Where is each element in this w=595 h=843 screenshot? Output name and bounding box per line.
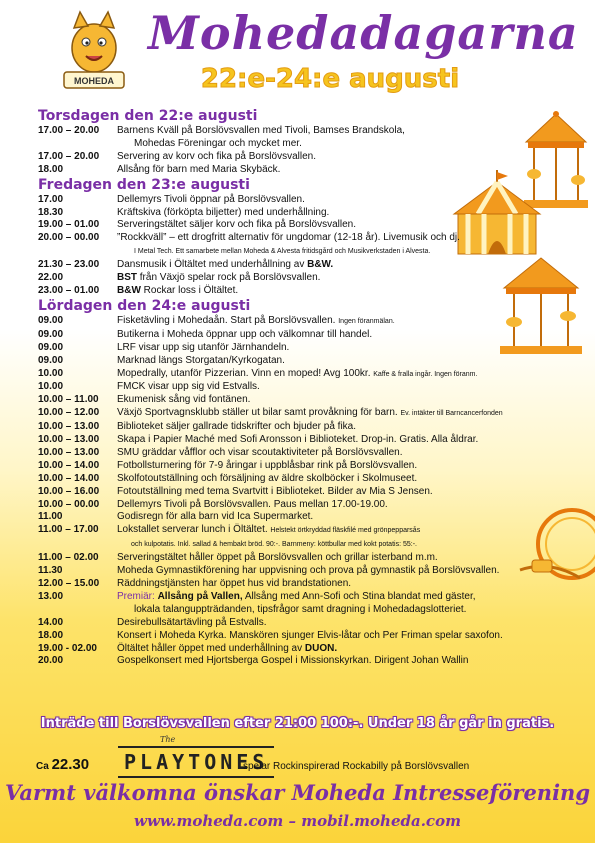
schedule-row: [38, 355, 558, 368]
row-text: Dansmusik i Öltältet med underhållning av: [117, 259, 308, 271]
schedule-row: [38, 368, 558, 382]
row-description: [117, 329, 558, 342]
row-description: [117, 164, 558, 177]
row-time: 10.00 – 13.00: [38, 421, 100, 433]
row-time: 23.00 – 01.00: [38, 284, 100, 296]
row-description: [117, 138, 558, 151]
row-description: [117, 194, 558, 207]
schedule-row: [38, 511, 558, 524]
row-time: 17.00 – 20.00: [38, 150, 100, 162]
row-text: lokala talanguppträdanden, tipsfrågor samt dragning i Mohedadagslotteriet.: [134, 603, 467, 615]
row-time: [38, 538, 117, 552]
row-description: [117, 604, 558, 617]
row-time: 10.00: [38, 381, 64, 393]
schedule-row: [38, 578, 558, 591]
schedule-row: [38, 552, 558, 565]
row-text: FMCK visar upp sig vid Estvalls.: [117, 381, 260, 393]
row-text: Rockar loss i Öltältet.: [140, 284, 239, 296]
day-heading-saturday: Lördagen den 24:e augusti: [38, 297, 251, 314]
row-time: 22.00: [38, 272, 64, 284]
band-logo: PLAYTONES: [118, 746, 274, 778]
row-description: [117, 511, 558, 524]
row-highlight: Allsång på Vallen,: [157, 590, 243, 602]
row-time: 10.00 – 12.00: [38, 407, 100, 419]
row-text: Serveringstältet håller öppet på Borslövsvallen och grillar isterband m.m.: [117, 552, 438, 564]
row-text: Servering av korv och fika på Borslövsvallen.: [117, 150, 316, 162]
row-description: [117, 473, 558, 486]
row-description: [117, 486, 558, 499]
schedule-row: [38, 565, 558, 578]
row-time: 13.00: [38, 590, 64, 602]
website-links[interactable]: www.moheda.com – mobil.moheda.com: [134, 812, 461, 830]
schedule-row: [38, 655, 558, 668]
row-description: [117, 578, 558, 591]
entry-notice: Inträde till Borslövsvallen efter 21:00 100:-. Under 18 år går in gratis.: [40, 716, 555, 731]
program-list: [38, 108, 558, 668]
schedule-row: [38, 232, 558, 245]
row-time: [38, 138, 117, 151]
row-text: Skapa i Papier Maché med Sofi Aronsson i Biblioteket. Drop-in. Gratis. Alla åldrar.: [117, 434, 479, 446]
row-description: [117, 434, 558, 447]
schedule-row: [38, 421, 558, 434]
row-description: [117, 207, 558, 220]
saturday-schedule: [38, 315, 558, 668]
row-description: [117, 219, 558, 232]
row-text: Mopedrally, utanför Pizzerian. Vinn en moped! Avg 100kr.: [117, 367, 374, 379]
schedule-row: [38, 207, 558, 220]
row-description: [117, 285, 558, 298]
schedule-row: [38, 381, 558, 394]
band-time: [36, 756, 89, 773]
row-text: ”Rockkväll” – ett drogfritt alternativ för ungdomar (12-18 år). Livemusik och dj.: [117, 232, 460, 244]
row-text: Dellemyrs Tivoli öppnar på Borslövsvallen.: [117, 193, 305, 205]
row-time: 18.00: [38, 163, 64, 175]
row-highlight: DUON.: [304, 642, 338, 654]
row-text: Godisregn för alla barn vid Ica Supermarket.: [117, 511, 314, 523]
row-text: Konsert i Moheda Kyrka. Manskören sjunger Elvis-låtar och Per Friman spelar saxofon.: [117, 629, 503, 641]
schedule-row: [38, 285, 558, 298]
row-description: [117, 643, 558, 656]
schedule-row: [38, 259, 558, 272]
row-time: 10.00 – 11.00: [38, 394, 99, 406]
premiere-label: Premiär:: [117, 590, 158, 602]
row-text: Allsång med Ann-Sofi och Stina blandat med gäster,: [242, 590, 476, 602]
row-highlight: B&W.: [307, 259, 334, 271]
schedule-row: [38, 447, 558, 460]
row-time: [38, 245, 117, 259]
row-description: [117, 565, 558, 578]
row-description: [117, 655, 558, 668]
row-description: [117, 499, 558, 512]
row-time: 11.00: [38, 511, 63, 523]
schedule-row: [38, 164, 558, 177]
row-time: 20.00: [38, 655, 64, 667]
row-text: Öltältet håller öppet med underhållning av: [117, 642, 305, 654]
row-description: [117, 538, 558, 552]
schedule-row: [38, 591, 558, 604]
row-description: [117, 394, 558, 407]
row-time: [38, 604, 117, 617]
schedule-row: [38, 434, 558, 447]
band-the: The: [160, 735, 176, 744]
row-text: SMU gräddar våfflor och visar scoutaktiviteter på Borslövsvallen.: [117, 446, 403, 458]
day-heading-friday: Fredagen den 23:e augusti: [38, 176, 250, 193]
row-text: Kräftskiva (förköpta biljetter) med underhållning.: [117, 206, 330, 218]
row-description: [117, 591, 558, 604]
schedule-row: [38, 219, 558, 232]
schedule-row: [38, 272, 558, 285]
row-text: Moheda Gymnastikförening har uppvisning och prova på gymnastik på Borslövsvallen.: [117, 565, 500, 577]
row-description: [117, 617, 558, 630]
row-text: Fotbollsturnering för 7-9 åringar i uppblåsbar rink på Borslövsvallen.: [117, 459, 418, 471]
row-time: 10.00 – 13.00: [38, 434, 100, 446]
row-time: 10.00 – 14.00: [38, 472, 100, 484]
row-text: Ekumenisk sång vid fontänen.: [117, 394, 251, 406]
schedule-row: [38, 486, 558, 499]
schedule-row: [38, 630, 558, 643]
row-description: [117, 421, 558, 434]
row-time: 11.30: [38, 565, 63, 577]
row-text: Mohedas Föreningar och mycket mer.: [134, 137, 302, 149]
row-time: 19.00 – 01.00: [38, 219, 100, 231]
row-time: 09.00: [38, 314, 64, 326]
schedule-row: [38, 617, 558, 630]
schedule-row: [38, 329, 558, 342]
row-description: [117, 381, 558, 394]
schedule-row: [38, 643, 558, 656]
row-time: 10.00 – 13.00: [38, 446, 100, 458]
row-time: 17.00 – 20.00: [38, 125, 100, 136]
row-highlight: BST: [117, 272, 137, 284]
row-text: Växjö Sportvagnsklubb ställer ut bilar samt provåkning för barn.: [117, 407, 401, 419]
row-text: Serveringstältet säljer korv och fika på Borslövsvallen.: [117, 219, 356, 231]
row-time: 19.00 - 02.00: [38, 642, 97, 654]
row-description: [117, 125, 558, 138]
row-description: [117, 368, 558, 382]
row-description: [117, 342, 558, 355]
row-time: 18.00: [38, 629, 64, 641]
row-description: [117, 232, 558, 245]
row-small-note: och kulpotatis. Inkl. sallad & hembakt bröd. 90:-. Barnmeny: köttbullar med kokt potatis: 55:-.: [131, 541, 417, 549]
row-time: 10.00: [38, 367, 64, 379]
schedule-row: [38, 194, 558, 207]
row-time: 21.30 – 23.00: [38, 259, 100, 271]
schedule-row: [38, 538, 558, 552]
schedule-row: [38, 342, 558, 355]
row-description: [117, 552, 558, 565]
thursday-schedule: [38, 125, 558, 177]
row-time: 10.00 – 00.00: [38, 498, 100, 510]
mascot-sign-text: MOHEDA: [74, 76, 114, 86]
schedule-row: [38, 499, 558, 512]
row-time: 17.00: [38, 193, 64, 205]
row-time: 09.00: [38, 354, 64, 366]
row-text: Lokstallet serverar lunch i Öltältet.: [117, 524, 271, 536]
row-description: [117, 447, 558, 460]
row-highlight: B&W: [117, 284, 141, 296]
schedule-row: [38, 138, 558, 151]
row-description: [117, 460, 558, 473]
row-description: [117, 407, 558, 421]
day-heading-thursday: Torsdagen den 22:e augusti: [38, 108, 258, 124]
row-description: [117, 315, 558, 329]
row-time: 12.00 – 15.00: [38, 578, 100, 589]
row-description: [117, 630, 558, 643]
row-time: 10.00 – 14.00: [38, 459, 100, 471]
row-time: 14.00: [38, 616, 64, 628]
row-text: Desirebullsätartävling på Estvalls.: [117, 616, 267, 628]
schedule-row: [38, 394, 558, 407]
schedule-row: [38, 460, 558, 473]
schedule-row: [38, 473, 558, 486]
friday-schedule: [38, 194, 558, 298]
row-text: Marknad längs Storgatan/Kyrkogatan.: [117, 354, 285, 366]
schedule-row: [38, 604, 558, 617]
row-small-note: Helstekt örtkryddad fläskfilé med grönpepparsås: [270, 527, 421, 535]
row-text: Dellemyrs Tivoli på Borslövsvallen. Paus mellan 17.00-19.00.: [117, 498, 388, 510]
row-text: Skolfotoutställning och försäljning av äldre skolböcker i Skolmuseet.: [117, 472, 418, 484]
row-text: Gospelkonsert med Hjortsberga Gospel i Missionskyrkan. Dirigent Johan Wallin: [117, 655, 469, 667]
row-text: Fisketävling i Mohedaån. Start på Borslövsvallen.: [117, 314, 339, 326]
row-time: 18.30: [38, 206, 64, 218]
schedule-row: [38, 151, 558, 164]
event-dates: 22:e-24:e augusti: [200, 64, 460, 94]
schedule-row: [38, 125, 558, 138]
moheda-mascot-icon: [58, 8, 130, 96]
schedule-row: [38, 245, 558, 259]
welcome-message: Varmt välkomna önskar Moheda Intresseförening: [4, 780, 591, 805]
row-description: [117, 355, 558, 368]
row-text: LRF visar upp sig utanför Järnhandeln.: [117, 341, 290, 353]
row-small-note: Ev. intäkter till Barncancerfonden: [400, 410, 503, 418]
row-description: [117, 245, 558, 259]
row-text: Biblioteket säljer gallrade tidskrifter och bjuder på fika.: [117, 421, 357, 433]
row-time: 20.00 – 00.00: [38, 232, 100, 244]
row-text: Butikerna i Moheda öppnar upp och välkomnar till handel.: [117, 328, 373, 340]
row-text: I Metal Tech. Ett samarbete mellan Moheda & Alvesta fritidsgård och Musikverkstaden i Alvesta.: [134, 248, 431, 256]
row-text: Barnens Kväll på Borslövsvallen med Tivoli, Bamses Brandskola,: [117, 125, 405, 136]
page-title: Mohedadagarna: [148, 6, 579, 60]
row-small-note: Kaffe & fralla ingår. Ingen föranm.: [373, 370, 478, 378]
row-text: Räddningstjänsten har öppet hus vid brandstationen.: [117, 578, 352, 589]
row-time: 11.00 – 02.00: [38, 552, 99, 564]
row-time: 09.00: [38, 328, 64, 340]
ca-time: 22.30: [51, 756, 90, 773]
row-time: 10.00 – 16.00: [38, 485, 100, 497]
row-time: 09.00: [38, 341, 64, 353]
row-small-note: Ingen föranmälan.: [338, 317, 395, 325]
row-description: [117, 272, 558, 285]
ca-label: Ca: [36, 761, 49, 772]
row-time: 11.00 – 17.00: [38, 524, 99, 536]
row-description: [117, 259, 558, 272]
schedule-row: [38, 315, 558, 329]
schedule-row: [38, 407, 558, 421]
row-description: [117, 151, 558, 164]
row-text: Fotoutställning med tema Svartvitt i Biblioteket. Bilder av Mia S Jensen.: [117, 485, 433, 497]
row-description: [117, 524, 558, 538]
band-description: spelar Rockinspirerad Rockabilly på Borslövsvallen: [243, 761, 470, 772]
row-text: från Växjö spelar rock på Borslövsvallen.: [137, 272, 321, 284]
schedule-row: [38, 524, 558, 538]
row-text: Allsång för barn med Maria Skybäck.: [117, 163, 281, 175]
